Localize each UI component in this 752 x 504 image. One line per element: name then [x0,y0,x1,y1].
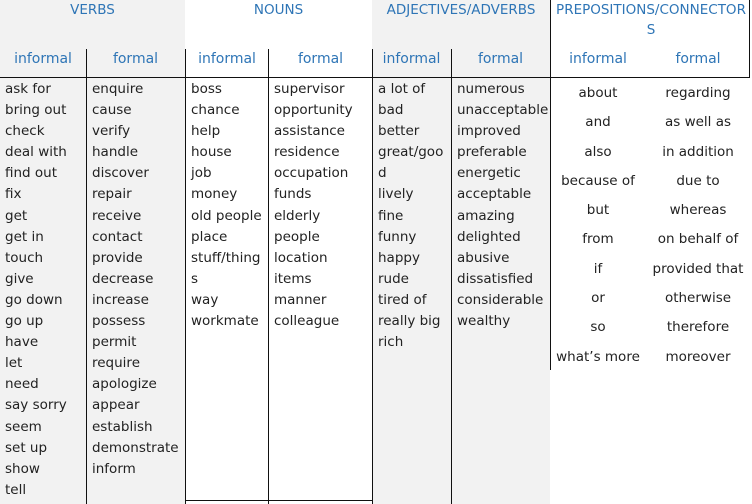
word-item: elderly [274,207,321,224]
verbs-formal-list [92,79,184,480]
word-item: energetic [457,165,521,182]
word-item: preferable [457,144,527,161]
nouns-column-divider [268,49,269,504]
word-item: lively [378,186,414,203]
word-item: assistance [274,123,345,140]
word-item: give [5,270,34,287]
verbs-column-divider [86,49,87,504]
nouns-formal-list [274,79,370,332]
right-border [749,0,750,78]
word-item: acceptable [457,186,532,203]
word-item: location [274,249,328,266]
word-item: abusive [457,249,510,266]
word-item: need [5,376,39,393]
word-item: if [593,260,603,277]
word-item: delighted [457,228,521,245]
nouns-header: NOUNS [253,2,304,18]
word-item: from [582,231,614,248]
word-item: but [586,202,610,219]
word-item: get in [5,228,44,245]
prepositions-informal-subheader: informal [569,51,627,67]
word-item: handle [92,144,139,161]
word-item: really big [378,313,441,330]
word-item: demonstrate [92,439,179,456]
word-item: tell [5,481,27,498]
word-item: enquire [92,81,144,97]
word-item: s [191,270,199,287]
word-item: check [5,123,45,140]
word-item: items [274,270,312,287]
prepositions-connectors-header [550,0,752,40]
nouns-informal-subheader: informal [198,51,256,67]
verbs-informal-list [5,79,85,501]
word-item: apologize [92,376,157,393]
word-item: inform [92,460,136,477]
word-item: because of [561,172,635,189]
adjectives-adverbs-header: ADJECTIVES/ADVERBS [386,2,536,18]
word-item: d [378,165,387,182]
word-item: help [191,123,221,140]
word-item: old people [191,207,262,224]
word-item: unacceptable [457,102,549,119]
word-item: establish [92,418,153,435]
word-item: also [584,143,612,160]
word-item: find out [5,165,58,182]
verbs-informal-subheader: informal [14,51,72,67]
word-item: require [92,355,140,372]
word-item: considerable [457,291,544,308]
word-item: amazing [457,207,515,224]
word-item: in addition [662,143,734,160]
word-item: say sorry [5,397,67,414]
word-item: possess [92,313,146,330]
word-item: funny [378,228,417,245]
word-item: tired of [378,291,427,308]
adjectives-informal-subheader: informal [382,51,441,67]
adjectives-column-divider [451,49,452,504]
word-item: deal with [5,144,67,161]
word-item: get [5,207,28,224]
prepositions-informal-list [550,79,646,372]
word-item: and [585,114,611,131]
word-item: great/goo [378,144,444,161]
word-item: job [191,165,212,182]
word-item: increase [92,291,149,308]
word-item: fix [5,186,22,203]
word-item: money [191,186,238,203]
word-item: otherwise [664,290,732,307]
word-item: fine [378,207,404,224]
word-item: on behalf of [657,231,739,248]
word-item: stuff/thing [191,249,261,266]
word-item: residence [274,144,340,161]
word-item: whereas [669,202,727,219]
verbs-header: VERBS [70,2,115,18]
word-item: a lot of [378,81,426,97]
word-item: boss [191,81,222,97]
verbs-formal-subheader: formal [112,51,159,67]
nouns-bottom-border [185,500,373,501]
adjectives-informal-list [378,79,450,353]
word-item: moreover [665,348,731,365]
word-item: provided that [652,260,744,277]
word-item: chance [191,102,240,119]
nouns-adjectives-divider [372,49,373,504]
word-item: house [191,144,232,161]
word-item: place [191,228,228,245]
prepositions-header-line2: S [646,22,656,38]
nouns-informal-list [191,79,268,332]
word-item: supervisor [274,81,345,97]
word-item: have [5,334,39,351]
prepositions-formal-list [646,79,750,372]
word-item: workmate [191,313,259,330]
word-item: decrease [92,270,154,287]
word-item: show [5,460,40,477]
word-item: better [378,123,420,140]
word-item: what’s more [556,348,640,365]
word-item: funds [274,186,312,203]
word-item: so [590,319,606,336]
adjectives-formal-list [457,79,549,332]
word-item: go up [5,313,44,330]
word-item: occupation [274,165,349,182]
word-item: rich [378,334,404,351]
word-item: repair [92,186,132,203]
word-item: therefore [666,319,730,336]
word-item: as well as [664,114,732,131]
word-item: let [5,355,23,372]
adjectives-formal-subheader: formal [477,51,524,67]
word-item: colleague [274,313,340,330]
word-item: numerous [457,81,525,97]
word-item: manner [274,291,327,308]
word-item: people [274,228,320,245]
word-item: happy [378,249,420,266]
word-item: provide [92,249,143,266]
prepositions-formal-subheader: formal [675,51,721,67]
word-item: appear [92,397,140,414]
word-item: due to [676,172,720,189]
word-item: opportunity [274,102,353,119]
word-item: bad [378,102,404,119]
word-item: improved [457,123,521,140]
word-item: about [578,85,618,101]
verbs-nouns-divider [185,49,186,504]
word-item: seem [5,418,42,435]
word-item: go down [5,291,63,308]
word-item: permit [92,334,137,351]
word-item: or [591,290,605,307]
word-item: dissatisfied [457,270,534,287]
word-item: contact [92,228,143,245]
word-item: way [191,291,219,308]
word-item: touch [5,249,44,266]
nouns-formal-subheader: formal [297,51,344,67]
word-item: discover [92,165,149,182]
header-divider [0,77,750,78]
prepositions-header-line1: PREPOSITIONS/CONNECTOR [556,2,746,18]
word-item: regarding [665,85,731,101]
word-item: rude [378,270,409,287]
word-item: set up [5,439,48,456]
word-item: receive [92,207,142,224]
word-item: wealthy [457,313,511,330]
word-item: verify [92,123,131,140]
word-item: bring out [5,102,67,119]
word-item: ask for [5,81,51,97]
word-item: cause [92,102,132,119]
